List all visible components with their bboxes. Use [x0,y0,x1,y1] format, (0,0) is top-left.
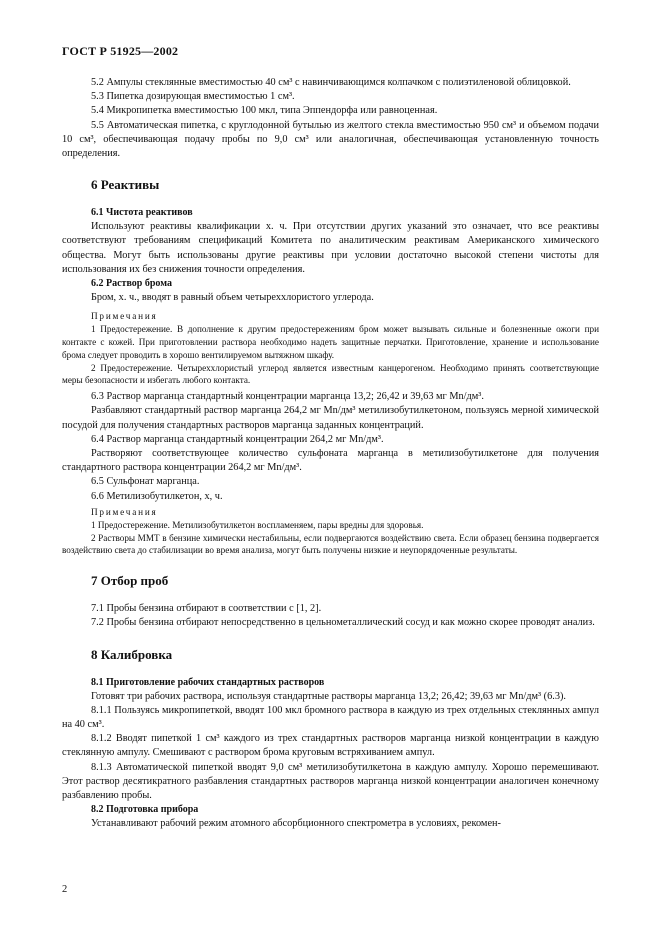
paragraph: 7.2 Пробы бензина отбирают непосредственно в цельнометаллический сосуд и как можно скорее проводят анализ. [91,617,595,629]
paragraph: 5.2 Ампулы стеклянные вместимостью 40 см³ с навинчивающимся колпачком с полиэтиленовой облицовкой. [91,77,571,88]
note: 2 Растворы ММТ в бензине химически нестабильны, если подвергаются воздействию света. Если образец бензина подвергается воздействию света до стабилизации во время анализа, могут быть получены низкие и неупорядоченные результаты. [62,532,599,556]
paragraph: Устанавливают рабочий режим атомного абсорбционного спектрометра в условиях, рекомен- [91,818,501,830]
note: 2 Предостережение. Четыреххлористый углерод является известным канцерогеном. Необходимо принять соответствующие меры безопасности и избегать любого контакта. [62,362,599,386]
notes-heading: Примечания [91,506,158,517]
section-7-title: 7 Отбор проб [91,573,169,589]
note: 1 Предостережение. Метилизобутилкетон воспламеняем, пары вредны для здоровья. [91,519,424,530]
paragraph: 6.3 Раствор марганца стандартный концентрации марганца 13,2; 26,42 и 39,63 мг Mn/дм³. [91,391,484,403]
paragraph: 5.5 Автоматическая пипетка, с круглодонной бутылью из желтого стекла вместимостью 950 см³ и объемом подачи 10 см³, обеспечивающая подачу пробы по 9,0 см³ или аналогичная, обеспечивающая установленную точность определения. [62,119,599,160]
paragraph: 7.1 Пробы бензина отбирают в соответствии с [1, 2]. [91,603,322,615]
paragraph: 8.1.3 Автоматической пипеткой вводят 9,0 см³ метилизобутилкетона в каждую ампулу. Хорошо перемешивают. Этот раствор десятикратного разбавления стандартных растворов марганца низкой концентрации аналогичен конечному разбавлению пробы. [62,761,599,802]
paragraph: 6.5 Сульфонат марганца. [91,476,200,488]
paragraph: Разбавляют стандартный раствор марганца 264,2 мг Mn/дм³ метилизобутилкетоном, пользуясь мерной химической посудой для получения стандартных растворов марганца заданных концентраций. [62,405,599,431]
page-number: 2 [62,884,68,895]
paragraph: 8.1.2 Вводят пипеткой 1 см³ каждого из трех стандартных растворов марганца низкой концентрации в каждую стеклянную ампулу. Смешивают с раствором брома круговым встряхиванием ампул. [62,733,599,759]
paragraph: Бром, х. ч., вводят в равный объем четыреххлористого углерода. [91,292,374,304]
paragraph: Готовят три рабочих раствора, используя стандартные растворы марганца 13,2; 26,42; 39,63 мг Mn/дм³ (6.3). [91,690,566,702]
paragraph: 5.3 Пипетка дозирующая вместимостью 1 см³. [91,91,295,103]
subsection-6-1-title: 6.1 Чистота реактивов [91,207,193,219]
note: 1 Предостережение. В дополнение к другим предостережениям бром может вызывать сильные и болезненные ожоги при контакте с кожей. При приготовлении раствора необходимо надеть защитные перчатки. Приготовление, хранение и использование брома следует проводить в хорошо вентилируемом вытяжном шкафу. [62,324,599,360]
subsection-6-2-title: 6.2 Раствор брома [91,278,172,290]
document-body [62,76,599,831]
subsection-8-1-title: 8.1 Приготовление рабочих стандартных растворов [91,676,325,688]
paragraph: 6.4 Раствор марганца стандартный концентрации 264,2 мг Mn/дм³. [91,433,384,445]
section-6-title: 6 Реактивы [91,177,160,193]
paragraph: 6.6 Метилизобутилкетон, х, ч. [91,490,223,502]
paragraph: Растворяют соответствующее количество сульфоната марганца в метилизобутилкетоне для получения стандартного раствора концентрации 264,2 мг Mn/дм³. [62,448,599,474]
paragraph: 5.4 Микропипетка вместимостью 100 мкл, типа Эппендорфа или равноценная. [91,105,438,117]
page-header: ГОСТ Р 51925—2002 [62,44,179,58]
paragraph: 8.1.1 Пользуясь микропипеткой, вводят 100 мкл бромного раствора в каждую из трех отдельных стеклянных ампул на 40 см³. [62,704,599,731]
section-8-title: 8 Калибровка [91,646,173,662]
subsection-8-2-title: 8.2 Подготовка прибора [91,804,199,816]
paragraph: Используют реактивы квалификации х. ч. При отсутствии других указаний это означает, что все реактивы соответствуют требованиям спецификаций Комитета по аналитическим реактивам Американского химического общества. Могут быть использованы другие реактивы при условии достаточно высокой степени чистоты для использования их без снижения точности определения. [62,221,599,275]
notes-heading: Примечания [91,311,158,322]
